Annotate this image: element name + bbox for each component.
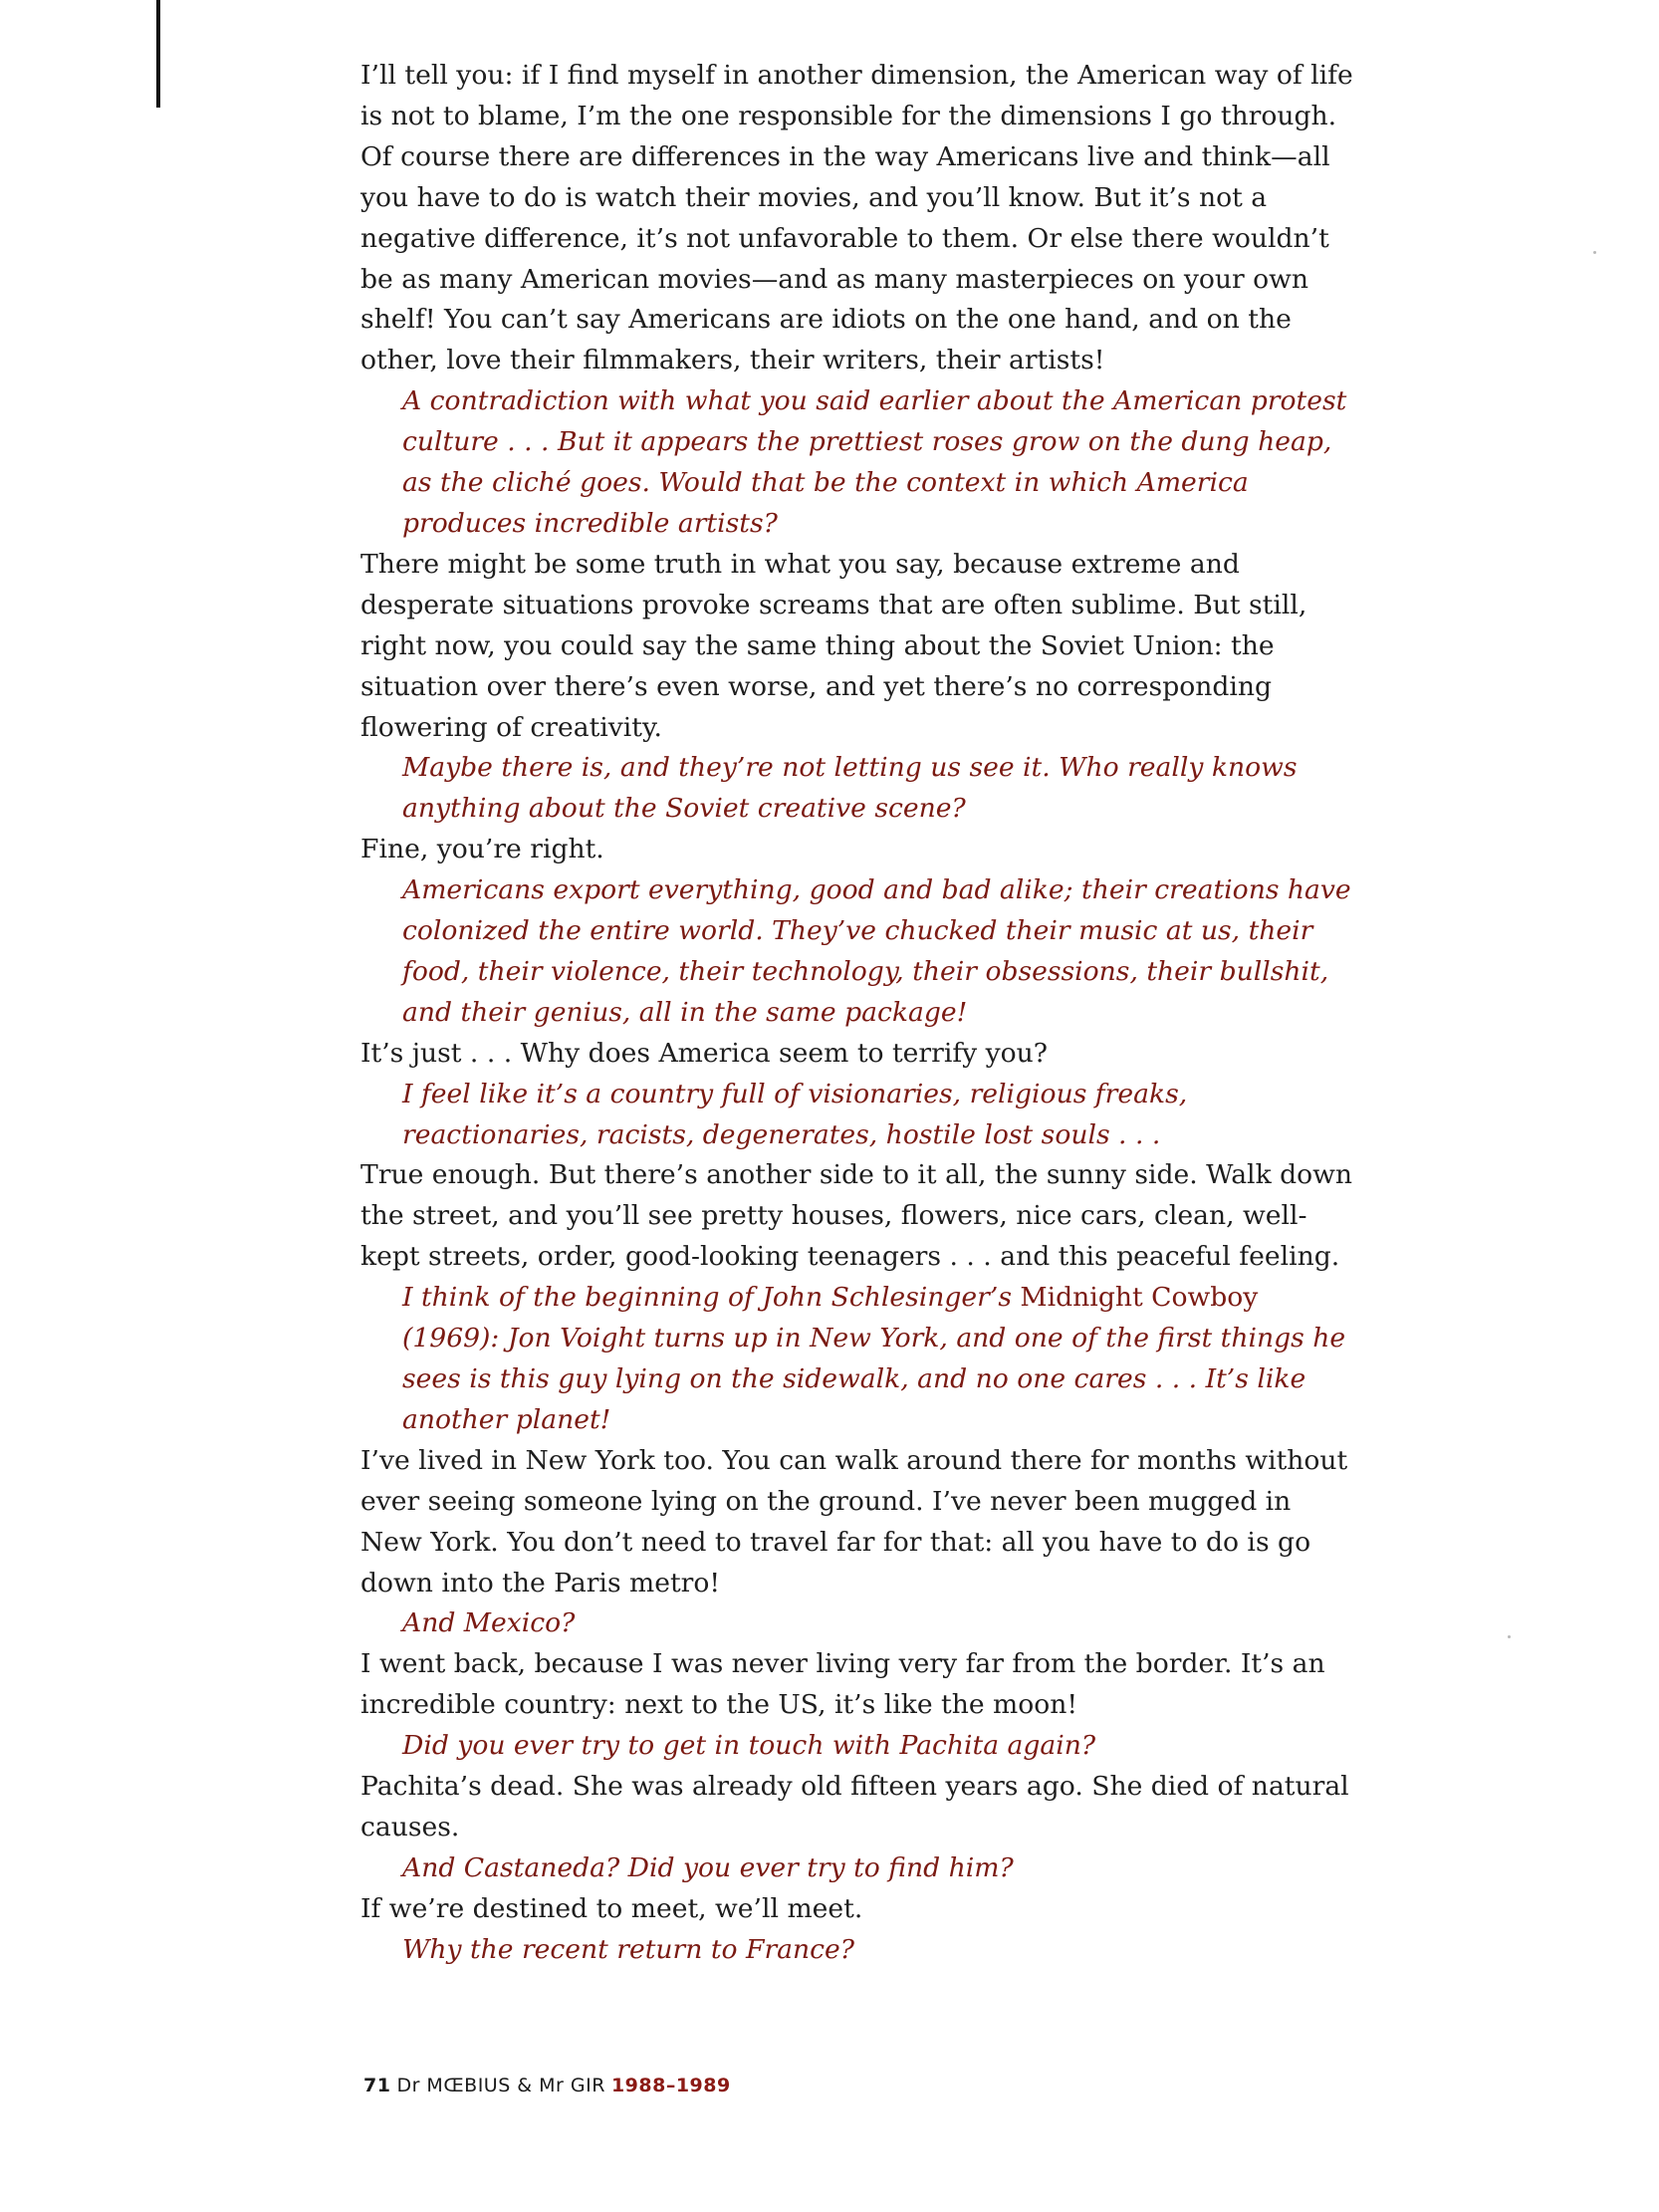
question-paragraph (360, 1278, 1356, 1441)
book-title: Dr MŒBIUS & Mr GIR (396, 2075, 605, 2096)
answer-paragraph: I went back, because I was never living very far from the border. It’s an incredible country: next to the US, it’s like the moon! (360, 1648, 1325, 1721)
scan-speck (1593, 251, 1596, 254)
question-paragraph: A contradiction with what you said earlier about the American protest culture . . . But it appears the prettiest roses grow on the dung heap, as the cliché goes. Would that be the context in which America produces incredible artists? (402, 385, 1347, 539)
answer-paragraph: I’ll tell you: if I find myself in another dimension, the American way of life is not to blame, I’m the one responsible for the dimensions I go through. Of course there are differences in the way Americans live and think—all you have to do is watch their movies, and you’ll know. But it’s not a negative difference, it’s not unfavorable to them. Or else there wouldn’t be as many American movies—and as many masterpieces on your own shelf! You can’t say Americans are idiots on the one hand, and on the other, love their filmmakers, their writers, their artists! (360, 60, 1353, 376)
question-paragraph: And Castaneda? Did you ever try to find him? (402, 1851, 1014, 1883)
answer-paragraph: Pachita’s dead. She was already old fifteen years ago. She died of natural causes. (360, 1771, 1349, 1843)
question-paragraph: Maybe there is, and they’re not letting us see it. Who really knows anything about the Soviet creative scene? (402, 752, 1298, 825)
question-paragraph: Americans export everything, good and bad alike; their creations have colonized the entire world. They’ve chucked their music at us, their food, their violence, their technology, their obsessions, their bullshit, and their genius, all in the same package! (402, 874, 1351, 1028)
answer-paragraph: True enough. But there’s another side to it all, the sunny side. Walk down the street, and you’ll see pretty houses, flowers, nice cars, clean, well-kept streets, order, good-looking teenagers . . . and this peaceful feeling. (360, 1159, 1353, 1273)
scan-speck (1508, 1635, 1511, 1638)
question-text: I think of the beginning of John Schlesinger’s (402, 1282, 1021, 1314)
question-paragraph: Did you ever try to get in touch with Pachita again? (402, 1730, 1096, 1762)
chapter-years: 1988–1989 (610, 2075, 731, 2096)
answer-paragraph: It’s just . . . Why does America seem to terrify you? (360, 1037, 1049, 1069)
question-paragraph: And Mexico? (402, 1607, 576, 1639)
film-title: Midnight Cowboy (1020, 1282, 1259, 1314)
question-paragraph: I feel like it’s a country full of visionaries, religious freaks, reactionaries, racists, degenerates, hostile lost souls . . . (402, 1078, 1188, 1150)
page-number: 71 (363, 2075, 391, 2096)
question-text: (1969): Jon Voight turns up in New York, and one of the first things he sees is this guy lying on the sidewalk, and no one cares . . . It’s like another planet! (402, 1323, 1346, 1435)
answer-paragraph: I’ve lived in New York too. You can walk around there for months without ever seeing someone lying on the ground. I’ve never been mugged in New York. You don’t need to travel far for that: all you have to do is go down into the Paris metro! (360, 1444, 1348, 1598)
question-paragraph: Why the recent return to France? (402, 1933, 855, 1965)
page-footer (363, 2075, 731, 2096)
answer-paragraph: There might be some truth in what you say, because extreme and desperate situations provoke screams that are often sublime. But still, right now, you could say the same thing about the Soviet Union: the situation over there’s even worse, and yet there’s no corresponding flowering of creativity. (360, 548, 1307, 743)
answer-paragraph: Fine, you’re right. (360, 834, 604, 865)
answer-paragraph: If we’re destined to meet, we’ll meet. (360, 1892, 863, 1924)
scan-edge-mark (156, 0, 160, 108)
interview-text (360, 56, 1356, 1971)
